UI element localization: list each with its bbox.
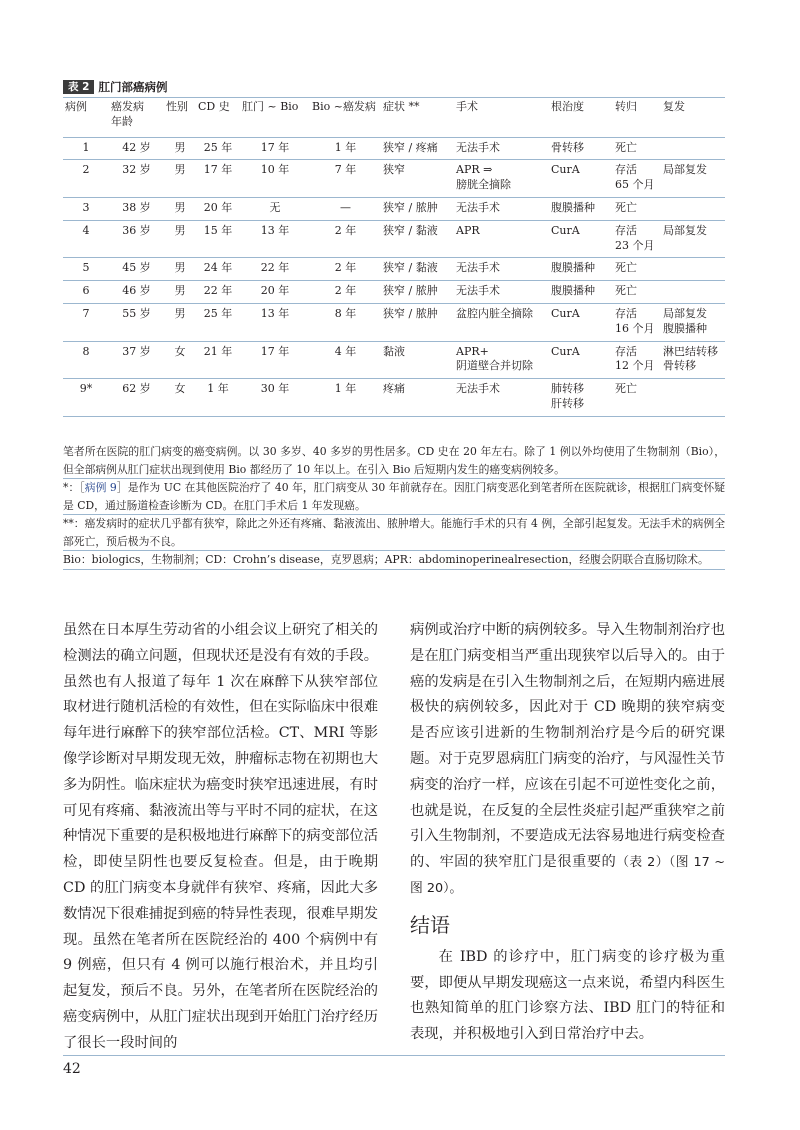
- header-outcome: 转归: [613, 98, 661, 138]
- header-bio-to-onset: Bio ~癌发病: [310, 98, 381, 138]
- cell-symptoms: 狭窄 / 脓肿: [381, 197, 454, 220]
- cell-recurrence: 局部复发: [661, 160, 725, 198]
- cell-symptoms: 黏液: [381, 341, 454, 379]
- body-paragraph: 病例或治疗中断的病例较多。导入生物制剂治疗也是在肛门病变相当严重出现狭窄以后导入的。由于癌的发病是在引入生物制剂之后，在短期内癌进展极快的病例较多，因此对于 CD 晚期的狭窄病变是否应该引进新的生物制剂治疗是今后的研究课题。对于克罗恩病肛门病变的治疗，与风湿性关节病变的治疗一样，应该在引起不可逆性变化之前，也就是说，在反复的全层性炎症引起严重狭窄之前引入生物制剂，不要造成无法容易地进行病变检查的、牢固的狭窄肛门是很重要的（表 2）（图 17 ~ 图 20）。: [410, 622, 725, 896]
- table-body: [63, 137, 725, 416]
- footnote-intro: 笔者所在医院的肛门病变的癌变病例。以 30 多岁、40 多岁的男性居多。CD 史在 20 年左右。除了 1 例以外均使用了生物制剂（Bio），但全部病例从肛门症状出现到使用 Bio 都经历了 10 年以上。在引入 Bio 后短期内发生的癌变病例较多。: [63, 445, 725, 476]
- cell-outcome: 死亡: [613, 281, 661, 304]
- cell-anal-to-bio: 10 年: [240, 160, 310, 198]
- header-symptoms: 症状 **: [381, 98, 454, 138]
- cell-outcome: 死亡: [613, 258, 661, 281]
- cell-bio-to-onset: 8 年: [310, 303, 381, 341]
- cell-surgery: APR+ 阴道壁合并切除: [454, 341, 549, 379]
- cell-surgery: 盆腔内脏全摘除: [454, 303, 549, 341]
- cell-cd-history: 21 年: [196, 341, 240, 379]
- cell-curability: CurA: [549, 341, 613, 379]
- table-caption: [63, 80, 167, 94]
- cell-onset-age: 55 岁: [109, 303, 164, 341]
- cell-case-no: 2: [63, 160, 109, 198]
- table-title: 肛门部癌病例: [98, 80, 168, 94]
- cell-bio-to-onset: 1 年: [334, 382, 357, 396]
- cell-onset-age: 37 岁: [109, 341, 164, 379]
- cell-onset-age: 42 岁: [109, 137, 164, 160]
- cell-surgery: APR ⇒ 膀胱全摘除: [454, 160, 549, 198]
- cell-curability: CurA: [549, 220, 613, 258]
- header-surgery: 手术: [454, 98, 549, 138]
- header-curability: 根治度: [549, 98, 613, 138]
- cell-bio-to-onset: 2 年: [310, 220, 381, 258]
- cell-sex: 男: [164, 160, 196, 198]
- cell-sex: 男: [164, 258, 196, 281]
- footer-divider: [63, 1055, 725, 1056]
- cell-bio-to-onset: 4 年: [310, 341, 381, 379]
- cell-curability: 肺转移 肝转移: [551, 382, 584, 410]
- cell-curability: 腹膜播种: [549, 258, 613, 281]
- cell-anal-to-bio: 无: [240, 197, 310, 220]
- table-row: [63, 379, 725, 417]
- cell-outcome: 存活 12 个月: [613, 341, 661, 379]
- cell-recurrence: [661, 137, 725, 160]
- footnote-symptoms: **：癌发病时的症状几乎都有狭窄，除此之外还有疼痛、黏液流出、脓肿增大。能施行手术的只有 4 例，全部引起复发。无法手术的病例全部死亡，预后极为不良。: [63, 517, 725, 548]
- cell-anal-to-bio: 17 年: [240, 137, 310, 160]
- table-badge: 表 2: [63, 80, 94, 94]
- cell-sex: 男: [164, 281, 196, 304]
- body-column-left: [63, 618, 378, 1057]
- body-paragraph: 虽然在日本厚生劳动省的小组会议上研究了相关的检测法的确立问题，但现状还是没有有效的手段。虽然也有人报道了每年 1 次在麻醉下从狭窄部位取材进行随机活检的有效性，但在实际临床中很难每年进行麻醉下的狭窄部位活检。CT、MRI 等影像学诊断对早期发现无效，肿瘤标志物在初期也大多为阴性。临床症状为癌变时狭窄迅速进展，有时可见有疼痛、黏液流出等与平时不同的症状，在这种情况下重要的是积极地进行麻醉下的病变部位活检，即使呈阴性也要反复检查。但是，由于晚期 CD 的肛门病变本身就伴有狭窄、疼痛，因此大多数情况下很难捕捉到癌的特异性表现，很难早期发现。虽然在笔者所在医院经治的 400 个病例中有 9 例癌，但只有 4 例可以施行根治术，并且均引起复发，预后不良。另外，在笔者所在医院经治的癌变病例中，从肛门症状出现到开始肛门治疗经历了很长一段时间的: [63, 622, 378, 1051]
- cell-symptoms: 疼痛: [383, 382, 405, 396]
- anal-cancer-cases-table: [63, 97, 725, 417]
- body-column-right: [410, 618, 725, 1048]
- cell-surgery: APR: [454, 220, 549, 258]
- cell-anal-to-bio: 30 年: [260, 382, 290, 396]
- cell-curability: CurA: [549, 160, 613, 198]
- table-row: [63, 197, 725, 220]
- header-onset-age: 癌发病 年龄: [109, 98, 164, 138]
- cell-cd-history: 24 年: [196, 258, 240, 281]
- cell-curability: 腹膜播种: [549, 281, 613, 304]
- cell-cd-history: 20 年: [196, 197, 240, 220]
- cell-bio-to-onset: 2 年: [310, 281, 381, 304]
- footnote-case9: *：［病例 9］是作为 UC 在其他医院治疗了 40 年，肛门病变从 30 年前就存在。因肛门病变恶化到笔者所在医院就诊，根据肛门病变怀疑是 CD，通过肠道检查诊断为 CD。在肛门手术后 1 年发现癌。: [63, 481, 725, 512]
- cell-cd-history: 1 年: [207, 382, 229, 396]
- cell-sex: 男: [164, 220, 196, 258]
- cell-onset-age: 36 岁: [109, 220, 164, 258]
- table-row: [63, 281, 725, 304]
- header-recurrence: 复发: [661, 98, 725, 138]
- cell-anal-to-bio: 13 年: [240, 220, 310, 258]
- cell-bio-to-onset: 7 年: [310, 160, 381, 198]
- cell-onset-age: 38 岁: [109, 197, 164, 220]
- cell-case-no: 7: [63, 303, 109, 341]
- cell-recurrence: [661, 258, 725, 281]
- table-row: [63, 341, 725, 379]
- cell-case-no: 1: [63, 137, 109, 160]
- cell-onset-age: 32 岁: [109, 160, 164, 198]
- cell-recurrence: [661, 281, 725, 304]
- cell-recurrence: 局部复发 腹膜播种: [661, 303, 725, 341]
- cell-sex: 女: [164, 341, 196, 379]
- cell-surgery: 无法手术: [454, 258, 549, 281]
- cell-anal-to-bio: 22 年: [240, 258, 310, 281]
- cell-case-no: 6: [63, 281, 109, 304]
- header-cd-history: CD 史: [196, 98, 240, 138]
- cell-surgery: 无法手术: [456, 382, 500, 396]
- cell-outcome: 存活 23 个月: [613, 220, 661, 258]
- cell-outcome: 死亡: [613, 197, 661, 220]
- footnote-divider: [63, 569, 725, 570]
- cell-cd-history: 25 年: [196, 303, 240, 341]
- header-case-no: 病例: [63, 98, 109, 138]
- cell-sex: 男: [164, 303, 196, 341]
- cell-bio-to-onset: 2 年: [310, 258, 381, 281]
- table-row: [63, 160, 725, 198]
- cell-cd-history: 25 年: [196, 137, 240, 160]
- figure-table-reference: （表 2）（图 17 ~ 图 20）。: [410, 855, 725, 896]
- cell-case-no: 4: [63, 220, 109, 258]
- cell-symptoms: 狭窄: [381, 160, 454, 198]
- cell-recurrence: [661, 379, 725, 417]
- cell-recurrence: 局部复发: [661, 220, 725, 258]
- cell-sex: 女: [174, 382, 186, 396]
- cell-cd-history: 15 年: [196, 220, 240, 258]
- header-sex: 性别: [164, 98, 196, 138]
- table-row: [63, 137, 725, 160]
- cell-case-no: 5: [63, 258, 109, 281]
- cell-outcome: 存活 16 个月: [613, 303, 661, 341]
- cell-symptoms: 狭窄 / 黏液: [381, 258, 454, 281]
- cell-anal-to-bio: 13 年: [240, 303, 310, 341]
- cell-anal-to-bio: 20 年: [240, 281, 310, 304]
- cell-bio-to-onset: —: [310, 197, 381, 220]
- cell-surgery: 无法手术: [454, 197, 549, 220]
- cell-surgery: 无法手术: [454, 281, 549, 304]
- page-number: 42: [63, 1061, 81, 1077]
- cell-surgery: 无法手术: [454, 137, 549, 160]
- cell-symptoms: 狭窄 / 脓肿: [381, 303, 454, 341]
- cell-case-no: 8: [63, 341, 109, 379]
- cell-cd-history: 17 年: [196, 160, 240, 198]
- case9-label: 病例 9: [84, 481, 117, 494]
- table-row: [63, 220, 725, 258]
- cell-cd-history: 22 年: [196, 281, 240, 304]
- conclusion-paragraph: 在 IBD 的诊疗中，肛门病变的诊疗极为重要，即便从早期发现癌这一点来说，希望内科医生也熟知简单的肛门诊察方法、IBD 肛门的特征和表现，并积极地引入到日常治疗中去。: [410, 948, 725, 1043]
- cell-outcome: 存活 65 个月: [613, 160, 661, 198]
- cell-curability: CurA: [549, 303, 613, 341]
- cell-sex: 男: [164, 197, 196, 220]
- header-anal-to-bio: 肛门 ~ Bio: [240, 98, 310, 138]
- cell-recurrence: [661, 197, 725, 220]
- conclusion-heading: 结语: [410, 912, 450, 937]
- cell-curability: 腹膜播种: [549, 197, 613, 220]
- cell-symptoms: 狭窄 / 疼痛: [381, 137, 454, 160]
- cell-symptoms: 狭窄 / 脓肿: [381, 281, 454, 304]
- cell-outcome: 死亡: [615, 382, 637, 396]
- cell-anal-to-bio: 17 年: [240, 341, 310, 379]
- table-header-row: [63, 98, 725, 138]
- cell-onset-age: 45 岁: [109, 258, 164, 281]
- cell-case-no: 9*: [79, 382, 93, 396]
- cell-sex: 男: [164, 137, 196, 160]
- cell-curability: 骨转移: [549, 137, 613, 160]
- footnote-abbreviations: Bio：biologics，生物制剂；CD：Crohn’s disease，克罗恩病；APR：abdominoperinealresection，经腹会阴联合直肠切除术。: [63, 553, 709, 566]
- cell-onset-age: 46 岁: [109, 281, 164, 304]
- cell-case-no: 3: [63, 197, 109, 220]
- table-row: [63, 258, 725, 281]
- cell-onset-age: 62 岁: [122, 382, 151, 396]
- cell-bio-to-onset: 1 年: [310, 137, 381, 160]
- table-row: [63, 303, 725, 341]
- cell-outcome: 死亡: [613, 137, 661, 160]
- table-footnotes: [63, 443, 725, 570]
- cell-recurrence: 淋巴结转移 骨转移: [661, 341, 725, 379]
- cell-symptoms: 狭窄 / 黏液: [381, 220, 454, 258]
